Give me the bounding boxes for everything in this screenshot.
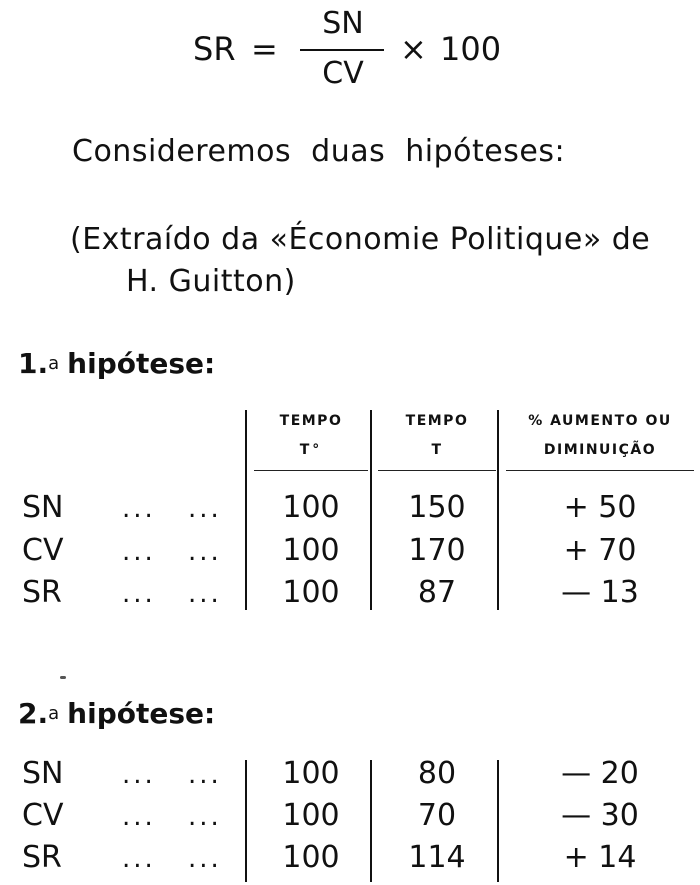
row-leader: ...: [122, 760, 156, 790]
cell-tempo-0: 100: [282, 575, 340, 610]
formula-lhs: SR: [193, 30, 236, 68]
hypothesis-title: hipótese:: [67, 347, 216, 380]
cell-tempo-0: 100: [282, 490, 340, 525]
hypothesis-ordinal: a: [48, 353, 60, 374]
cell-tempo: 170: [408, 533, 466, 568]
scan-speck: [60, 676, 66, 679]
cell-tempo: 70: [417, 798, 457, 833]
header-tempo-sub: T: [431, 442, 443, 458]
cell-tempo-0: 100: [282, 798, 340, 833]
cell-change: + 50: [563, 490, 637, 525]
cell-tempo-0: 100: [282, 756, 340, 791]
hypothesis-title: hipótese:: [67, 697, 216, 730]
cell-change: — 30: [561, 798, 639, 833]
formula-factor: 100: [440, 30, 502, 68]
cell-change: — 20: [561, 756, 639, 791]
column-divider: [245, 410, 247, 610]
hypothesis-number: 2.: [18, 697, 49, 730]
row-leader: ...: [188, 579, 222, 609]
cell-change: + 70: [563, 533, 637, 568]
formula-times-sign: ×: [400, 30, 427, 68]
formula-denominator: CV: [322, 56, 364, 91]
header-tempo: TEMPO: [405, 413, 469, 429]
hypothesis-2-heading: [18, 697, 215, 730]
column-divider: [245, 760, 247, 882]
row-label: CV: [22, 533, 64, 568]
formula-fraction-bar: [300, 49, 384, 51]
header-underline: [378, 470, 496, 471]
cell-tempo-0: 100: [282, 840, 340, 875]
row-label: SR: [22, 840, 62, 875]
citation-line-2: H. Guitton): [126, 264, 296, 299]
hypothesis-ordinal: a: [48, 703, 60, 724]
cell-tempo: 150: [408, 490, 466, 525]
header-change: % AUMENTO OU: [528, 413, 672, 429]
row-label: SN: [22, 756, 64, 791]
row-leader: ...: [122, 844, 156, 874]
header-underline: [506, 470, 694, 471]
formula-equals: =: [251, 30, 278, 68]
cell-tempo: 114: [408, 840, 466, 875]
cell-change: + 14: [563, 840, 637, 875]
row-label: SR: [22, 575, 62, 610]
row-leader: ...: [188, 537, 222, 567]
header-tempo-0: TEMPO: [279, 413, 343, 429]
row-leader: ...: [122, 494, 156, 524]
citation-line-1: (Extraído da «Économie Politique» de: [70, 222, 651, 257]
header-tempo-0-sub: T°: [299, 442, 323, 458]
row-leader: ...: [122, 802, 156, 832]
cell-tempo: 80: [417, 756, 457, 791]
hypothesis-number: 1.: [18, 347, 49, 380]
row-label: CV: [22, 798, 64, 833]
header-underline: [254, 470, 368, 471]
cell-tempo: 87: [417, 575, 457, 610]
row-label: SN: [22, 490, 64, 525]
row-leader: ...: [122, 537, 156, 567]
row-leader: ...: [188, 494, 222, 524]
header-change-sub: DIMINUIÇÃO: [543, 442, 657, 458]
row-leader: ...: [188, 802, 222, 832]
cell-change: — 13: [561, 575, 639, 610]
row-leader: ...: [188, 760, 222, 790]
formula-numerator: SN: [322, 6, 364, 41]
hypothesis-1-heading: [18, 347, 215, 380]
row-leader: ...: [188, 844, 222, 874]
cell-tempo-0: 100: [282, 533, 340, 568]
row-leader: ...: [122, 579, 156, 609]
intro-text: Consideremos duas hipóteses:: [72, 134, 566, 169]
